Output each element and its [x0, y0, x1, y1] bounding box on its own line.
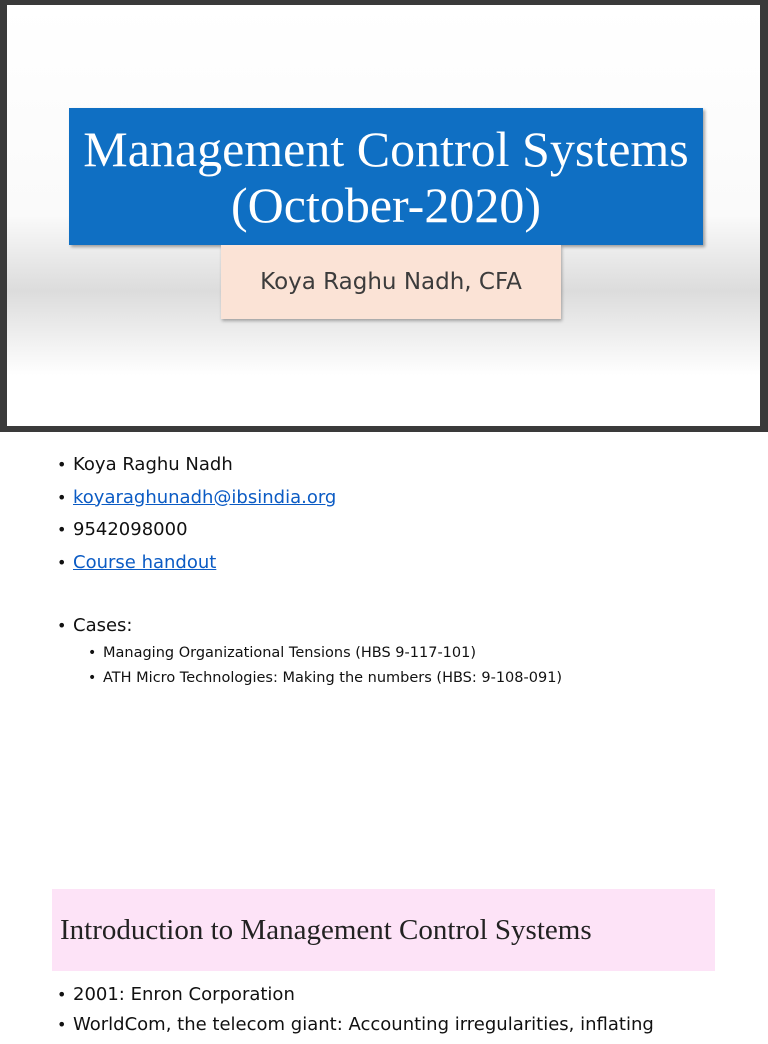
intro-heading: Introduction to Management Control Systems	[52, 889, 715, 971]
contact-phone: • 9542098000	[57, 519, 336, 552]
handout-item	[57, 552, 336, 585]
contact-email-item	[57, 487, 336, 520]
course-handout-link[interactable]: Course handout	[73, 551, 217, 573]
cases-list	[88, 643, 562, 693]
email-link[interactable]: koyaraghunadh@ibsindia.org	[73, 486, 337, 508]
intro-slide	[0, 872, 768, 1035]
slide-subtitle: Koya Raghu Nadh, CFA	[260, 269, 522, 295]
subtitle-box	[221, 245, 561, 319]
cases-label: • Cases:	[57, 615, 336, 648]
title-slide	[0, 0, 768, 432]
contact-name: • Koya Raghu Nadh	[57, 454, 336, 487]
intro-bullet: • 2001: Enron Corporation	[57, 984, 654, 1014]
contact-list	[57, 454, 336, 648]
case-item: • ATH Micro Technologies: Making the numbers (HBS: 9-108-091)	[88, 668, 562, 693]
slide-title: Management Control Systems (October-2020)	[83, 120, 689, 233]
contact-slide	[0, 432, 768, 872]
title-box	[69, 108, 703, 245]
intro-bullet: • WorldCom, the telecom giant: Accounting irregularities, inflating	[57, 1014, 654, 1044]
title-slide-canvas	[7, 5, 760, 426]
intro-list	[57, 984, 654, 1044]
case-item: • Managing Organizational Tensions (HBS 9-117-101)	[88, 643, 562, 668]
